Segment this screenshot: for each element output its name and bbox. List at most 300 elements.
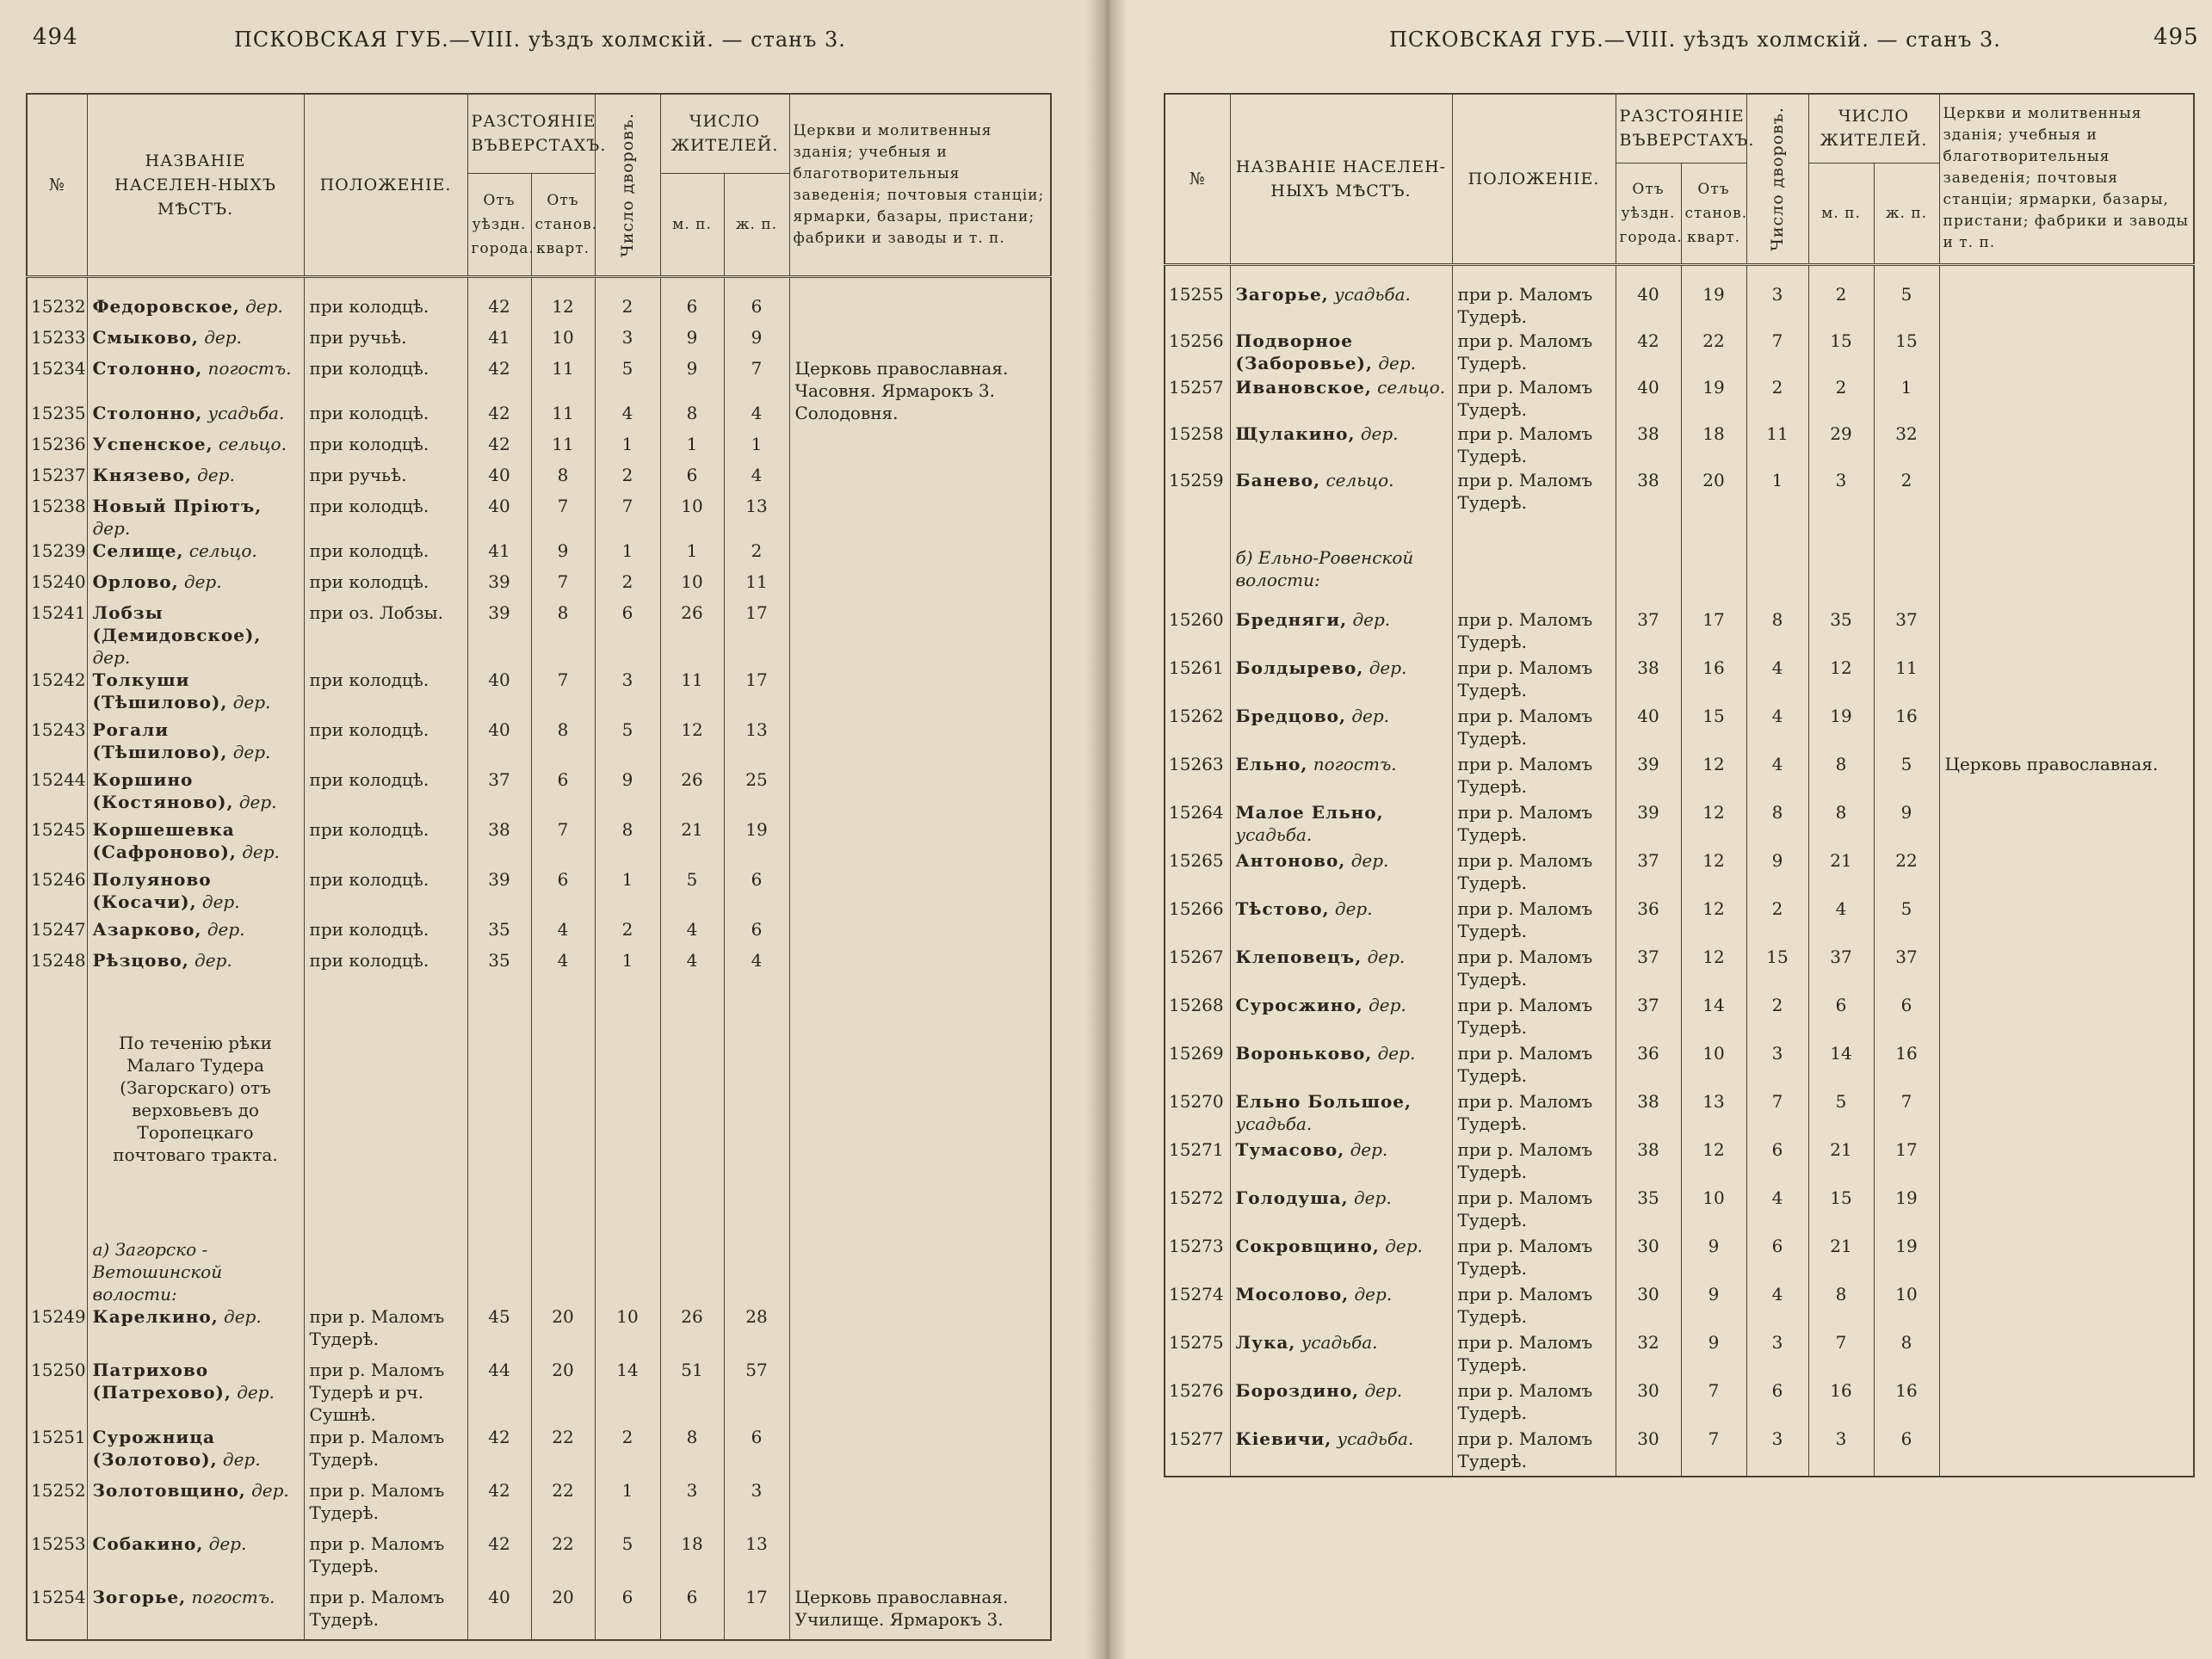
place-name-text: Бредцово, <box>1235 705 1346 726</box>
note <box>789 464 1051 495</box>
distance-station: 20 <box>531 1586 595 1640</box>
place-name <box>87 495 304 540</box>
position: при р. Маломъ Тудерѣ. <box>1452 1187 1616 1235</box>
place-kind: усадьба. <box>1337 1428 1414 1449</box>
table-row <box>27 357 1051 402</box>
households: 4 <box>1746 705 1808 753</box>
place-name <box>87 433 304 464</box>
place-kind: дер. <box>224 1305 262 1327</box>
male-count: 8 <box>660 1426 724 1479</box>
distance-town: 45 <box>467 1305 531 1359</box>
note <box>789 495 1051 540</box>
distance-station: 11 <box>531 433 595 464</box>
female-count: 6 <box>724 918 789 949</box>
place-name-text: Сокровщино, <box>1235 1235 1380 1256</box>
households: 15 <box>1746 946 1808 994</box>
distance-town: 39 <box>467 570 531 601</box>
distance-station: 12 <box>531 295 595 326</box>
male-count: 15 <box>1808 330 1874 376</box>
position: при р. Маломъ Тудерѣ. <box>1452 705 1616 753</box>
female-count: 13 <box>724 1533 789 1586</box>
place-name-text: Князево, <box>92 464 192 485</box>
distance-town: 39 <box>1616 801 1681 849</box>
place-name <box>87 601 304 669</box>
place-name <box>1230 801 1452 849</box>
households: 8 <box>595 818 660 868</box>
position: при р. Маломъ Тудерѣ. <box>304 1479 467 1533</box>
place-name <box>1230 283 1452 330</box>
table-row <box>1165 657 2194 705</box>
households: 1 <box>1746 469 1808 515</box>
distance-town: 30 <box>1616 1235 1681 1283</box>
female-count: 13 <box>724 718 789 768</box>
place-kind: дер. <box>1350 1138 1388 1160</box>
female-count: 5 <box>1874 753 1939 801</box>
position: при р. Маломъ Тудерѣ. <box>1452 1379 1616 1428</box>
male-count: 8 <box>1808 753 1874 801</box>
households: 10 <box>595 1305 660 1359</box>
female-count: 17 <box>724 1586 789 1640</box>
place-kind: дер. <box>1354 1187 1392 1208</box>
place-kind: усадьба. <box>1334 283 1411 305</box>
households: 6 <box>595 601 660 669</box>
households: 3 <box>1746 1042 1808 1090</box>
entry-number: 15257 <box>1165 376 1230 422</box>
male-count: 1 <box>660 540 724 570</box>
table-row <box>1165 753 2194 801</box>
header-notes: Церкви и молитвенныя зданія; учебныя и благотворительныя заведенія; почтовыя станціи; ярмарки, базары, пристани; фабрики и заводы и т. п. <box>1939 94 2194 264</box>
place-name-text: Клеповецъ, <box>1235 946 1362 967</box>
households: 9 <box>1746 849 1808 897</box>
male-count: 6 <box>660 464 724 495</box>
header-male: м. п. <box>660 173 724 276</box>
distance-town: 30 <box>1616 1379 1681 1428</box>
place-kind: сельцо. <box>188 540 257 561</box>
male-count: 4 <box>1808 897 1874 946</box>
position: при р. Маломъ Тудерѣ. <box>1452 897 1616 946</box>
position: при колодцѣ. <box>304 433 467 464</box>
table-row <box>27 495 1051 540</box>
place-name <box>1230 753 1452 801</box>
place-kind: сельцо. <box>1325 469 1394 490</box>
female-count: 2 <box>1874 469 1939 515</box>
left-page-number: 494 <box>33 24 78 50</box>
entry-number: 15243 <box>27 718 87 768</box>
households: 2 <box>1746 897 1808 946</box>
distance-station: 14 <box>1681 994 1746 1042</box>
place-name-text: Рѣзцово, <box>92 949 189 971</box>
place-name-text: Собакино, <box>92 1533 204 1554</box>
female-count: 7 <box>1874 1090 1939 1138</box>
place-kind: дер. <box>1377 1042 1416 1064</box>
entry-number: 15274 <box>1165 1283 1230 1331</box>
place-name <box>87 1305 304 1359</box>
entry-number: 15239 <box>27 540 87 570</box>
place-name-text: Полуяново (Косачи), <box>92 868 212 912</box>
position: при р. Маломъ Тудерѣ. <box>1452 1090 1616 1138</box>
distance-station: 7 <box>1681 1428 1746 1477</box>
female-count: 16 <box>1874 1042 1939 1090</box>
position: при колодцѣ. <box>304 495 467 540</box>
entry-number: 15254 <box>27 1586 87 1640</box>
distance-station: 12 <box>1681 801 1746 849</box>
male-count: 6 <box>660 1586 724 1640</box>
spacer-row <box>1165 515 2194 546</box>
entry-number: 15260 <box>1165 608 1230 657</box>
male-count: 21 <box>660 818 724 868</box>
distance-station: 9 <box>1681 1283 1746 1331</box>
note <box>789 868 1051 918</box>
table-row <box>1165 469 2194 515</box>
female-count: 17 <box>1874 1138 1939 1187</box>
female-count: 17 <box>724 601 789 669</box>
distance-town: 38 <box>1616 1090 1681 1138</box>
female-count: 32 <box>1874 422 1939 469</box>
place-name <box>87 918 304 949</box>
place-kind: дер. <box>207 918 245 940</box>
place-kind: дер. <box>1378 352 1417 373</box>
distance-town: 37 <box>1616 946 1681 994</box>
female-count: 19 <box>1874 1235 1939 1283</box>
header-households: Число дворовъ. <box>595 94 660 276</box>
subsection-b-row <box>1165 546 2194 608</box>
female-count: 19 <box>724 818 789 868</box>
households: 3 <box>595 669 660 718</box>
note <box>1939 422 2194 469</box>
place-name-text: Кіевичи, <box>1235 1428 1332 1449</box>
households: 2 <box>595 1426 660 1479</box>
female-count: 11 <box>1874 657 1939 705</box>
table-row <box>27 570 1051 601</box>
place-name <box>1230 1283 1452 1331</box>
households: 2 <box>1746 994 1808 1042</box>
distance-station: 16 <box>1681 657 1746 705</box>
table-row <box>1165 330 2194 376</box>
place-name <box>1230 705 1452 753</box>
place-name <box>1230 1090 1452 1138</box>
note <box>1939 1331 2194 1379</box>
place-name <box>1230 1042 1452 1090</box>
place-name <box>1230 1235 1452 1283</box>
female-count: 6 <box>724 1426 789 1479</box>
position: при колодцѣ. <box>304 570 467 601</box>
note <box>1939 657 2194 705</box>
place-name <box>1230 330 1452 376</box>
note <box>1939 1428 2194 1477</box>
distance-town: 42 <box>467 402 531 433</box>
place-kind: дер. <box>1385 1235 1423 1256</box>
households: 4 <box>595 402 660 433</box>
position: при р. Маломъ Тудерѣ. <box>1452 1283 1616 1331</box>
female-count: 8 <box>1874 1331 1939 1379</box>
male-count: 10 <box>660 495 724 540</box>
male-count: 51 <box>660 1359 724 1426</box>
male-count: 8 <box>1808 801 1874 849</box>
place-name <box>1230 946 1452 994</box>
distance-town: 40 <box>1616 705 1681 753</box>
table-row <box>1165 1331 2194 1379</box>
distance-station: 7 <box>1681 1379 1746 1428</box>
distance-town: 37 <box>1616 849 1681 897</box>
households: 3 <box>1746 1331 1808 1379</box>
place-name <box>87 1533 304 1586</box>
note <box>1939 705 2194 753</box>
note: Солодовня. <box>789 402 1051 433</box>
place-name-text: Ельно, <box>1235 753 1308 774</box>
place-name <box>1230 608 1452 657</box>
note: Церковь православная. Училище. Ярмарокъ 3. <box>789 1586 1051 1640</box>
entry-number: 15234 <box>27 357 87 402</box>
place-name-text: Успенское, <box>92 433 213 454</box>
male-count: 21 <box>1808 1235 1874 1283</box>
header-position: ПОЛОЖЕНІЕ. <box>304 94 467 276</box>
place-kind: дер. <box>251 1479 289 1501</box>
table-row <box>1165 422 2194 469</box>
distance-town: 41 <box>467 326 531 357</box>
place-name <box>87 949 304 980</box>
entry-number: 15255 <box>1165 283 1230 330</box>
male-count: 8 <box>1808 1283 1874 1331</box>
note <box>1939 283 2194 330</box>
header-from-town: Отъ уѣздн. города. <box>1616 163 1681 264</box>
entry-number: 15261 <box>1165 657 1230 705</box>
table-row <box>27 768 1051 818</box>
entry-number: 15249 <box>27 1305 87 1359</box>
distance-station: 20 <box>531 1359 595 1426</box>
position: при р. Маломъ Тудерѣ. <box>1452 608 1616 657</box>
distance-station: 7 <box>531 570 595 601</box>
note <box>1939 849 2194 897</box>
female-count: 5 <box>1874 897 1939 946</box>
position: при колодцѣ. <box>304 818 467 868</box>
place-kind: усадьба. <box>1301 1331 1378 1353</box>
female-count: 13 <box>724 495 789 540</box>
female-count: 9 <box>1874 801 1939 849</box>
households: 8 <box>1746 801 1808 849</box>
distance-town: 40 <box>467 464 531 495</box>
table-row <box>1165 283 2194 330</box>
male-count: 26 <box>660 1305 724 1359</box>
right-page-number: 495 <box>2153 24 2199 50</box>
distance-station: 17 <box>1681 608 1746 657</box>
female-count: 5 <box>1874 283 1939 330</box>
households: 4 <box>1746 1283 1808 1331</box>
entry-number: 15232 <box>27 295 87 326</box>
table-row <box>27 1533 1051 1586</box>
header-notes: Церкви и молитвенныя зданія; учебныя и благотворительныя заведенія; почтовыя станціи; ярмарки, базары, пристани; фабрики и заводы и т. п. <box>789 94 1051 276</box>
households: 3 <box>1746 283 1808 330</box>
place-name-text: Суросжино, <box>1235 994 1363 1015</box>
households: 1 <box>595 540 660 570</box>
place-name-text: Подворное (Заборовье), <box>1235 330 1373 373</box>
entry-number: 15235 <box>27 402 87 433</box>
note <box>1939 994 2194 1042</box>
place-kind: усадьба. <box>207 402 285 423</box>
distance-station: 20 <box>1681 469 1746 515</box>
table-row <box>27 718 1051 768</box>
distance-town: 42 <box>467 433 531 464</box>
female-count: 37 <box>1874 946 1939 994</box>
place-name <box>1230 1138 1452 1187</box>
place-name <box>87 357 304 402</box>
entry-number: 15233 <box>27 326 87 357</box>
table-row <box>1165 1283 2194 1331</box>
position: при колодцѣ. <box>304 768 467 818</box>
right-header-text: ПСКОВСКАЯ ГУБ.—VIII. уѣздъ холмскій. — станъ 3. <box>1389 28 2001 52</box>
place-name-text: Щулакино, <box>1235 422 1356 444</box>
spacer-row <box>27 980 1051 1032</box>
entry-number: 15265 <box>1165 849 1230 897</box>
households: 2 <box>595 570 660 601</box>
position: при ручьѣ. <box>304 464 467 495</box>
entry-number: 15251 <box>27 1426 87 1479</box>
male-count: 26 <box>660 601 724 669</box>
entry-number: 15256 <box>1165 330 1230 376</box>
male-count: 4 <box>660 918 724 949</box>
place-name-text: Тѣстово, <box>1235 897 1330 919</box>
place-name-text: Азарково, <box>92 918 202 940</box>
table-row <box>27 1359 1051 1426</box>
male-count: 29 <box>1808 422 1874 469</box>
section-title-row <box>27 1032 1051 1238</box>
distance-town: 42 <box>1616 330 1681 376</box>
female-count: 22 <box>1874 849 1939 897</box>
households: 5 <box>595 357 660 402</box>
left-header-text: ПСКОВСКАЯ ГУБ.—VIII. уѣздъ холмскій. — станъ 3. <box>234 28 846 52</box>
header-male: м. п. <box>1808 163 1874 264</box>
place-name-text: Голодуша, <box>1235 1187 1349 1208</box>
note <box>1939 1379 2194 1428</box>
position: при р. Маломъ Тудерѣ. <box>1452 946 1616 994</box>
place-kind: дер. <box>1367 946 1406 967</box>
place-kind: сельцо. <box>1377 376 1446 398</box>
place-name <box>1230 897 1452 946</box>
distance-station: 12 <box>1681 897 1746 946</box>
table-row <box>1165 376 2194 422</box>
place-name-text: Зогорье, <box>92 1586 187 1607</box>
male-count: 21 <box>1808 1138 1874 1187</box>
entry-number: 15238 <box>27 495 87 540</box>
note <box>789 1359 1051 1426</box>
households: 6 <box>1746 1379 1808 1428</box>
position: при р. Маломъ Тудерѣ. <box>304 1426 467 1479</box>
households: 7 <box>595 495 660 540</box>
distance-town: 35 <box>1616 1187 1681 1235</box>
position: при колодцѣ. <box>304 402 467 433</box>
place-name-text: Золотовщино, <box>92 1479 246 1501</box>
left-gazetteer-table <box>26 93 1052 1641</box>
position: при р. Маломъ Тудерѣ. <box>1452 376 1616 422</box>
table-row <box>1165 1379 2194 1428</box>
female-count: 37 <box>1874 608 1939 657</box>
entry-number: 15247 <box>27 918 87 949</box>
distance-station: 22 <box>531 1479 595 1533</box>
note <box>789 1426 1051 1479</box>
header-num: № <box>1165 94 1230 264</box>
female-count: 16 <box>1874 705 1939 753</box>
place-name <box>87 1479 304 1533</box>
place-name-text: Столонно, <box>92 402 203 423</box>
position: при колодцѣ. <box>304 918 467 949</box>
position: при колодцѣ. <box>304 868 467 918</box>
female-count: 4 <box>724 464 789 495</box>
table-row <box>27 1305 1051 1359</box>
entry-number: 15237 <box>27 464 87 495</box>
households: 3 <box>595 326 660 357</box>
male-count: 9 <box>660 326 724 357</box>
place-kind: дер. <box>232 741 271 762</box>
female-count: 3 <box>724 1479 789 1533</box>
distance-town: 44 <box>467 1359 531 1426</box>
distance-station: 7 <box>531 495 595 540</box>
distance-station: 19 <box>1681 376 1746 422</box>
position: при р. Маломъ Тудерѣ. <box>1452 1428 1616 1477</box>
position: при р. Маломъ Тудерѣ. <box>1452 422 1616 469</box>
place-kind: дер. <box>242 841 280 862</box>
households: 5 <box>595 1533 660 1586</box>
distance-town: 30 <box>1616 1428 1681 1477</box>
place-name-text: Рогали (Тѣшилово), <box>92 718 228 762</box>
place-name-text: Карелкино, <box>92 1305 219 1327</box>
place-kind: дер. <box>232 691 271 712</box>
place-name-text: Малое Ельно, <box>1235 801 1384 823</box>
place-name <box>87 402 304 433</box>
households: 7 <box>1746 330 1808 376</box>
male-count: 12 <box>660 718 724 768</box>
distance-station: 11 <box>531 402 595 433</box>
female-count: 4 <box>724 949 789 980</box>
place-name-text: Ивановское, <box>1235 376 1372 398</box>
distance-station: 12 <box>1681 1138 1746 1187</box>
female-count: 2 <box>724 540 789 570</box>
place-name <box>87 818 304 868</box>
place-name-text: Банево, <box>1235 469 1321 490</box>
distance-town: 35 <box>467 949 531 980</box>
male-count: 4 <box>660 949 724 980</box>
place-kind: дер. <box>92 517 131 539</box>
distance-station: 22 <box>531 1426 595 1479</box>
distance-town: 39 <box>467 601 531 669</box>
distance-station: 9 <box>1681 1235 1746 1283</box>
note <box>789 1305 1051 1359</box>
position: при р. Маломъ Тудерѣ. <box>1452 1042 1616 1090</box>
distance-town: 42 <box>467 1479 531 1533</box>
note <box>1939 376 2194 422</box>
place-name <box>87 540 304 570</box>
place-kind: дер. <box>183 570 222 592</box>
entry-number: 15270 <box>1165 1090 1230 1138</box>
place-kind: дер. <box>195 949 232 971</box>
place-kind: дер. <box>245 295 283 317</box>
place-name-text: Болдырево, <box>1235 657 1364 678</box>
households: 2 <box>595 918 660 949</box>
table-row <box>27 295 1051 326</box>
place-name <box>87 326 304 357</box>
distance-town: 36 <box>1616 897 1681 946</box>
place-name-text: Орлово, <box>92 570 179 592</box>
position: при колодцѣ. <box>304 669 467 718</box>
female-count: 10 <box>1874 1283 1939 1331</box>
note <box>1939 469 2194 515</box>
place-kind: дер. <box>222 1448 261 1470</box>
households: 1 <box>595 433 660 464</box>
male-count: 5 <box>660 868 724 918</box>
female-count: 1 <box>1874 376 1939 422</box>
entry-number: 15244 <box>27 768 87 818</box>
distance-station: 10 <box>1681 1187 1746 1235</box>
table-row <box>27 669 1051 718</box>
distance-town: 42 <box>467 357 531 402</box>
